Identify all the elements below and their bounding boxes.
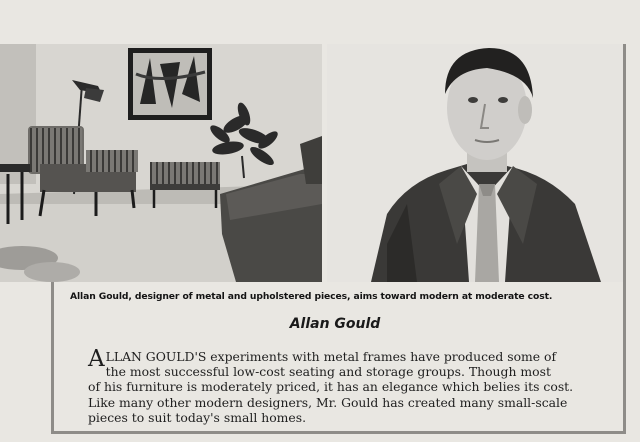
photo-caption: Allan Gould, designer of metal and upholstered pieces, aims toward modern at moderate cost. xyxy=(70,291,553,302)
article-heading: Allan Gould xyxy=(289,316,381,332)
body-line-3: of his furniture is moderately priced, it has an elegance which belies its cost. xyxy=(88,379,574,395)
body-line-2: the most successful low-cost seating and storage groups. Though most xyxy=(105,364,551,380)
body-line-5: pieces to suit today's small homes. xyxy=(88,409,307,425)
frame-bottom-border xyxy=(51,431,626,434)
article-body xyxy=(88,346,628,425)
body-line-1-text: LLAN GOULD'S experiments with metal frames have produced some of xyxy=(105,349,557,364)
frame-left-border xyxy=(51,282,54,434)
interior-photo xyxy=(0,44,322,282)
body-line-4: Like many other modern designers, Mr. Gould has created many small-scale xyxy=(88,394,568,410)
portrait-photo xyxy=(327,44,623,282)
drop-cap: A xyxy=(88,346,105,372)
